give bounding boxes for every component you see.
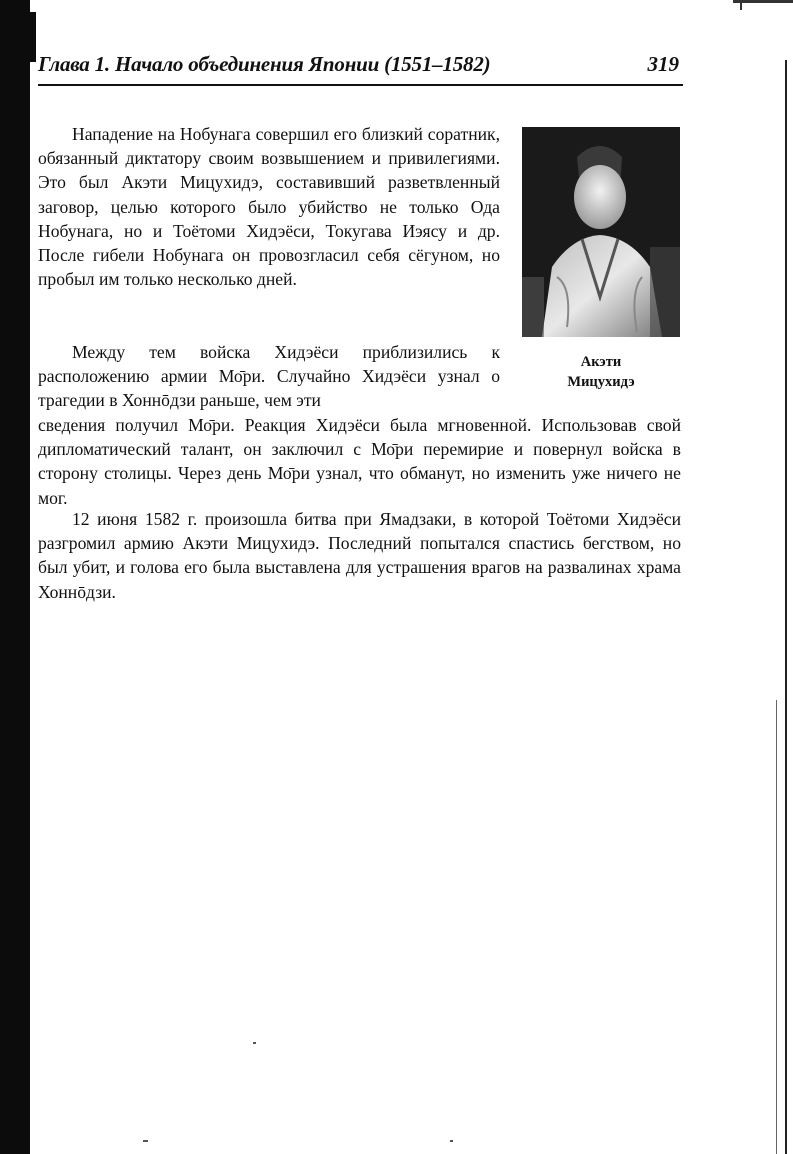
paragraph-2-continued: сведения получил Мо̄ри. Реакция Хидэёси была мгновенной. Использовав свой дипломатический талант, он заключил с Мо̄ри перемирие и повернул войска в сторону столицы. Через день Мо̄ри узнал, что обманут, но изменить уже ничего не мог. — [38, 415, 681, 508]
scan-right-edge-line — [785, 60, 787, 1154]
paragraph-2: Между тем войска Хидэёси приблизились к расположению армии Мо̄ри. Случайно Хидэёси узнал о трагедии в Хоннōдзи раньше, чем эти — [38, 342, 500, 411]
scan-top-tick — [740, 0, 742, 10]
running-header — [38, 52, 683, 86]
caption-line-1: Акэти — [580, 354, 622, 370]
caption-line-2: Мицухидэ — [567, 374, 635, 390]
scan-right-edge-line-inner — [776, 700, 777, 1154]
paragraph-3: 12 июня 1582 г. произошла битва при Ямадзаки, в которой Тоётоми Хидэёси разгромил армию Акэти Мицухидэ. Последний попытался спастись бегством, но был убит, и голова его была выставлена для устрашения врагов на развалинах храма Хоннōдзи. — [38, 509, 681, 602]
scan-top-bar — [733, 0, 793, 3]
scan-speck — [450, 1140, 453, 1142]
portrait-illustration — [522, 127, 680, 337]
scan-speck — [253, 1042, 256, 1044]
scan-left-edge — [0, 0, 30, 1154]
scan-speck — [143, 1140, 148, 1142]
portrait-caption — [522, 352, 680, 392]
chapter-title: Глава 1. Начало объединения Японии (1551–1582) — [38, 52, 491, 76]
portrait-photo — [522, 127, 680, 337]
paragraph-1: Нападение на Нобунага совершил его близкий соратник, обязанный диктатору своим возвышением и привилегиями. Это был Акэти Мицухидэ, составивший разветвленный заговор, целью которого было убийство не только Ода Нобунага, но и Тоётоми Хидэёси, Токугава Иэясу и др. После гибели Нобунага он провозгласил себя сёгуном, но пробыл им только несколько дней. — [38, 124, 500, 290]
page-number: 319 — [647, 52, 679, 76]
scan-left-edge-top — [0, 12, 36, 62]
